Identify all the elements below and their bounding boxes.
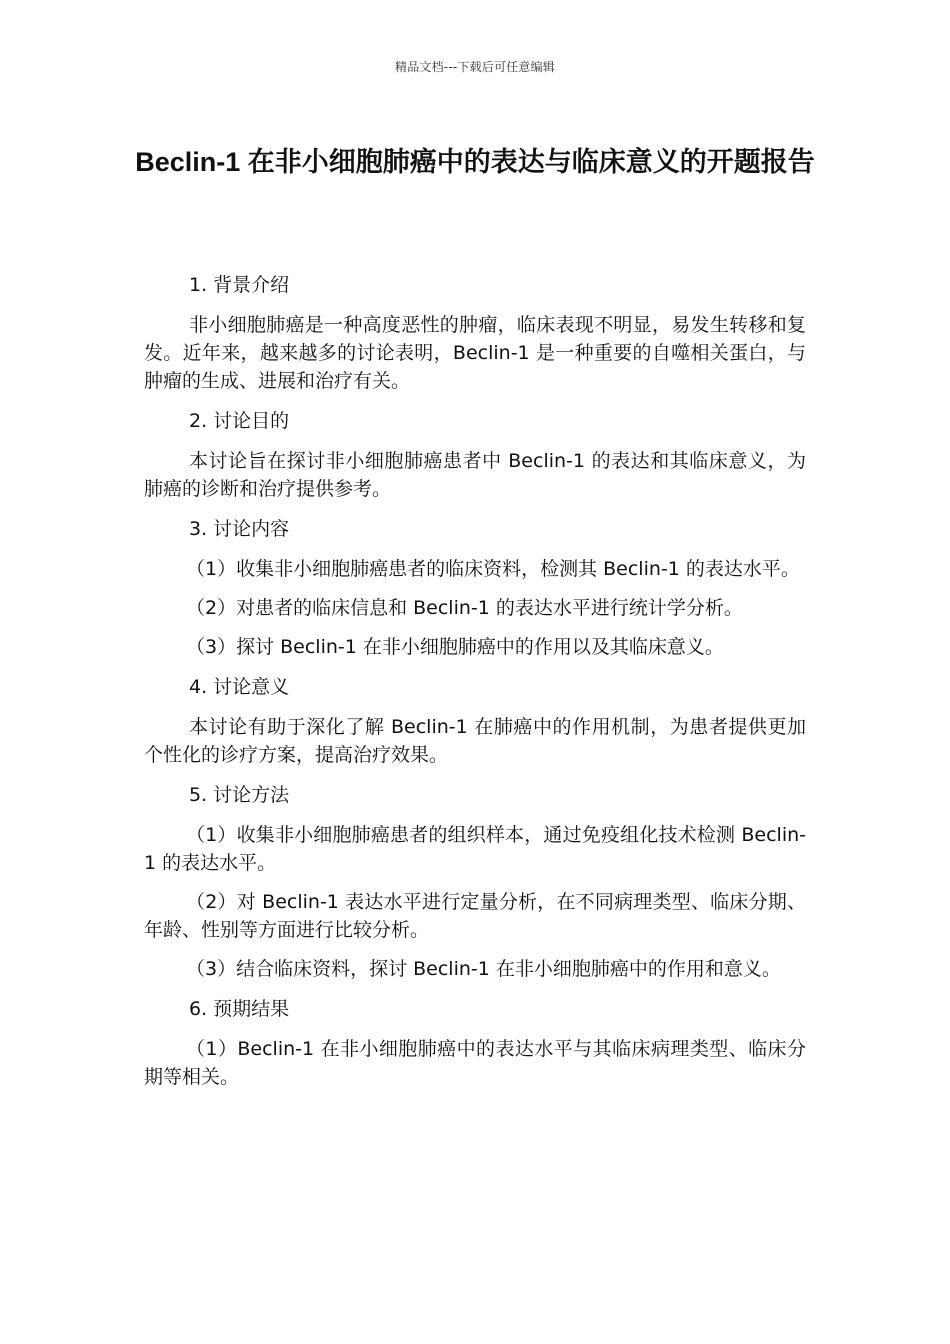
document-body [144,270,806,1102]
list-item: （1）收集非小细胞肺癌患者的临床资料，检测其 Beclin-1 的表达水平。 [186,558,800,580]
section-heading-content: 3. 讨论内容 [189,518,290,540]
section-paragraph: 本讨论有助于深化了解 Beclin-1 在肺癌中的作用机制，为患者提供更加个性化的诊疗方案，提高治疗效果。 [144,716,806,766]
list-item: （2）对患者的临床信息和 Beclin-1 的表达水平进行统计学分析。 [186,597,743,619]
section-heading-methods: 5. 讨论方法 [189,784,290,806]
section-heading-background: 1. 背景介绍 [189,274,290,296]
header-note: 精品文档---下载后可任意编辑 [395,60,555,74]
document-title: Beclin-1 在非小细胞肺癌中的表达与临床意义的开题报告 [135,147,815,177]
list-item: （1）收集非小细胞肺癌患者的组织样本，通过免疫组化技术检测 Beclin-1 的表达水平。 [144,824,806,874]
section-heading-expected-results: 6. 预期结果 [189,998,290,1020]
list-item: （2）对 Beclin-1 表达水平进行定量分析，在不同病理类型、临床分期、年龄、性别等方面进行比较分析。 [144,891,806,941]
section-paragraph: 本讨论旨在探讨非小细胞肺癌患者中 Beclin-1 的表达和其临床意义，为肺癌的诊断和治疗提供参考。 [144,450,806,500]
list-item: （1）Beclin-1 在非小细胞肺癌中的表达水平与其临床病理类型、临床分期等相关。 [144,1038,806,1088]
section-heading-purpose: 2. 讨论目的 [189,410,290,432]
list-item: （3）结合临床资料，探讨 Beclin-1 在非小细胞肺癌中的作用和意义。 [186,958,781,980]
list-item: （3）探讨 Beclin-1 在非小细胞肺癌中的作用以及其临床意义。 [186,636,724,658]
section-paragraph: 非小细胞肺癌是一种高度恶性的肿瘤，临床表现不明显，易发生转移和复发。近年来，越来越多的讨论表明，Beclin-1 是一种重要的自噬相关蛋白，与肿瘤的生成、进展和治疗有关。 [144,314,806,392]
section-heading-significance: 4. 讨论意义 [189,676,290,698]
